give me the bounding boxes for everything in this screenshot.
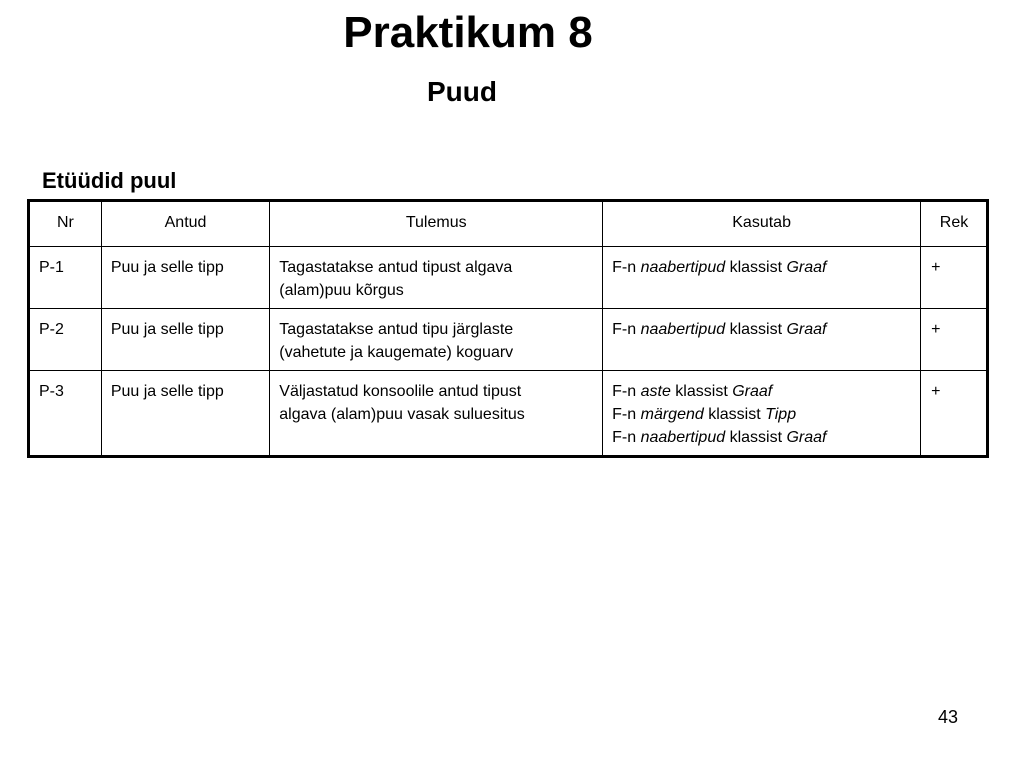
header-nr: Nr: [29, 201, 102, 247]
cell-antud: Puu ja selle tipp: [101, 309, 269, 371]
cell-line: Tagastatakse antud tipust algava: [279, 259, 513, 276]
text-run: klassist: [725, 259, 787, 276]
header-antud: Antud: [101, 201, 269, 247]
section-heading: Etüüdid puul: [42, 168, 177, 193]
slide-subtitle: Puud: [427, 76, 497, 107]
kasutab-line: [612, 318, 911, 341]
function-name: aste: [640, 383, 671, 400]
cell-line: (alam)puu kõrgus: [279, 282, 404, 299]
class-name: Tipp: [765, 406, 797, 423]
table-row: [29, 309, 988, 371]
class-name: Graaf: [786, 259, 827, 276]
header-tulemus: Tulemus: [270, 201, 603, 247]
cell-kasutab: [603, 371, 921, 457]
text-run: F-n: [612, 321, 641, 338]
table-header-row: [29, 201, 988, 247]
cell-antud: Puu ja selle tipp: [101, 371, 269, 457]
header-rek: Rek: [921, 201, 988, 247]
text-run: klassist: [703, 406, 766, 423]
cell-tulemus: [270, 371, 603, 457]
cell-kasutab: [603, 309, 921, 371]
cell-tulemus: [270, 309, 603, 371]
text-run: F-n: [612, 259, 641, 276]
cell-nr: P-1: [29, 247, 102, 309]
function-name: märgend: [640, 406, 704, 423]
cell-kasutab: [603, 247, 921, 309]
text-run: F-n: [612, 383, 641, 400]
page-number: 43: [938, 707, 959, 727]
cell-tulemus: [270, 247, 603, 309]
cell-rek: +: [921, 371, 988, 457]
class-name: Graaf: [786, 429, 827, 446]
kasutab-line: [612, 426, 911, 449]
slide-title: Praktikum 8: [343, 8, 593, 57]
exercise-table: [27, 199, 989, 458]
cell-nr: P-2: [29, 309, 102, 371]
kasutab-line: [612, 256, 911, 279]
kasutab-line: [612, 403, 911, 426]
cell-rek: +: [921, 309, 988, 371]
function-name: naabertipud: [640, 321, 726, 338]
header-kasutab: Kasutab: [603, 201, 921, 247]
kasutab-line: [612, 380, 911, 403]
cell-line: Tagastatakse antud tipu järglaste: [279, 321, 514, 338]
table-row: [29, 247, 988, 309]
cell-line: Väljastatud konsoolile antud tipust: [279, 383, 522, 400]
function-name: naabertipud: [640, 259, 726, 276]
table-row: [29, 371, 988, 457]
cell-antud: Puu ja selle tipp: [101, 247, 269, 309]
text-run: F-n: [612, 406, 641, 423]
cell-line: algava (alam)puu vasak suluesitus: [279, 406, 525, 423]
cell-line: (vahetute ja kaugemate) koguarv: [279, 344, 514, 361]
class-name: Graaf: [786, 321, 827, 338]
cell-nr: P-3: [29, 371, 102, 457]
cell-rek: +: [921, 247, 988, 309]
text-run: klassist: [725, 321, 787, 338]
text-run: F-n: [612, 429, 641, 446]
text-run: klassist: [725, 429, 787, 446]
function-name: naabertipud: [640, 429, 726, 446]
text-run: klassist: [670, 383, 733, 400]
class-name: Graaf: [732, 383, 773, 400]
